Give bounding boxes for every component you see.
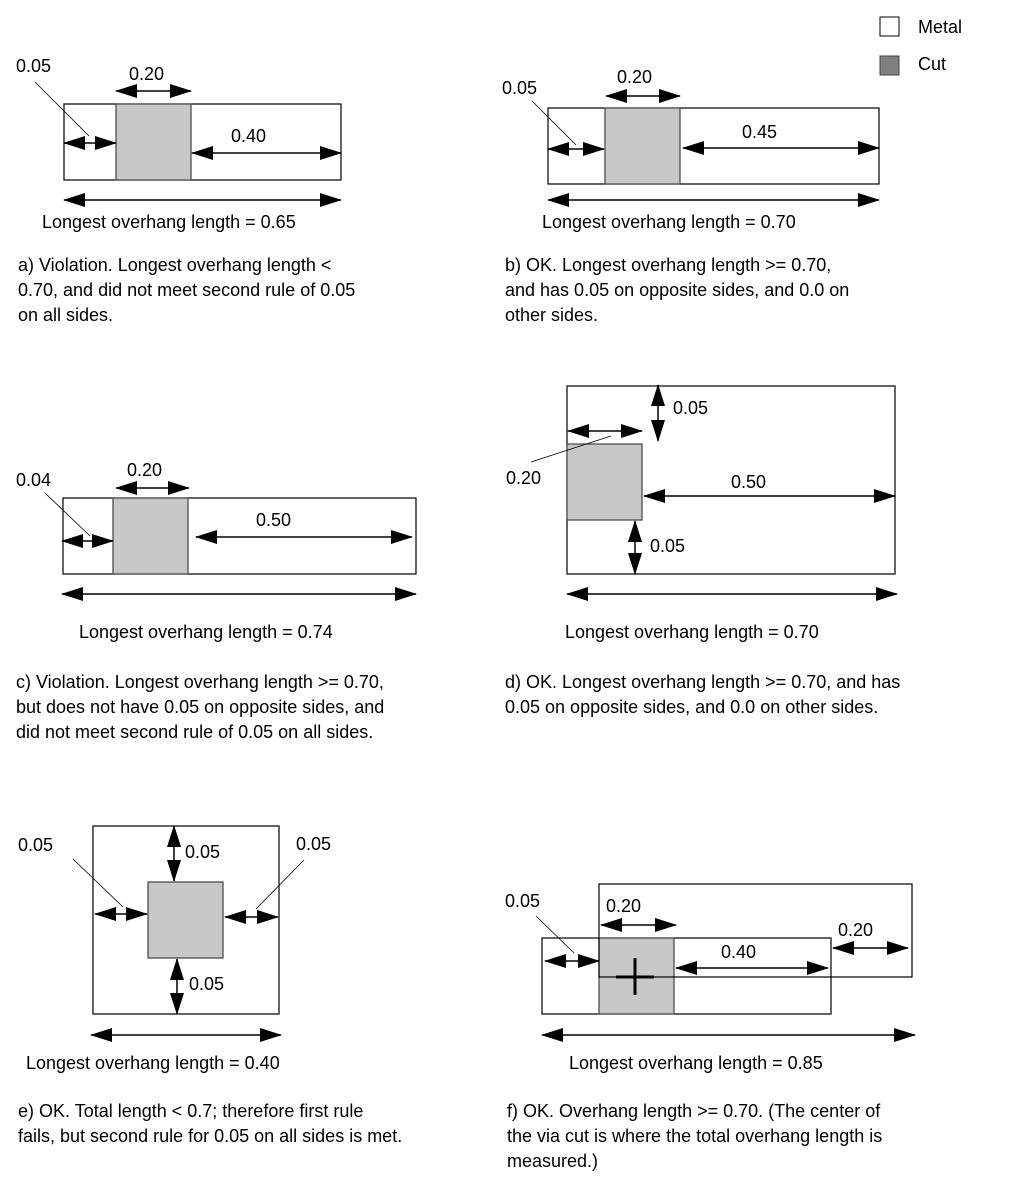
dim-label-cut: 0.20 (617, 67, 653, 87)
via-cut (148, 882, 223, 958)
via-cut (567, 444, 642, 520)
dim-label-left: 0.05 (505, 891, 541, 911)
total-length-label: Longest overhang length = 0.70 (565, 622, 819, 642)
dim-label-right: 0.40 (231, 126, 267, 146)
via-cut (116, 104, 191, 180)
dim-label-left: 0.05 (18, 835, 54, 855)
caption-line: measured.) (507, 1151, 599, 1171)
dim-label-upper-right: 0.20 (838, 920, 874, 940)
dim-label-bottom: 0.05 (189, 974, 225, 994)
dim-label-cut: 0.20 (127, 460, 163, 480)
metal-shape (548, 108, 879, 184)
dim-label-cut: 0.20 (606, 896, 642, 916)
dim-label-right: 0.50 (731, 472, 767, 492)
dim-label-right: 0.50 (256, 510, 292, 530)
dim-label-right: 0.05 (296, 834, 332, 854)
panel-b (502, 67, 879, 325)
total-length-label: Longest overhang length = 0.85 (569, 1053, 823, 1073)
caption-line: a) Violation. Longest overhang length < (18, 255, 332, 275)
caption-line: e) OK. Total length < 0.7; therefore first rule (18, 1101, 364, 1121)
legend-cut-swatch (880, 56, 899, 75)
panel-e (18, 826, 402, 1146)
dim-label-top: 0.05 (185, 842, 221, 862)
panel-c (16, 460, 416, 742)
dim-label-left: 0.05 (502, 78, 538, 98)
caption-line: but does not have 0.05 on opposite sides, and (16, 697, 385, 717)
caption-line: 0.05 on opposite sides, and 0.0 on other sides. (505, 697, 879, 717)
legend-metal-swatch (880, 17, 899, 36)
legend-cut-label: Cut (918, 54, 947, 74)
caption-line: f) OK. Overhang length >= 0.70. (The center of (507, 1101, 881, 1121)
caption-line: the via cut is where the total overhang length is (507, 1126, 883, 1146)
caption-line: and has 0.05 on opposite sides, and 0.0 on (505, 280, 850, 300)
caption-line: 0.70, and did not meet second rule of 0.05 (18, 280, 356, 300)
caption-line: d) OK. Longest overhang length >= 0.70, and has (505, 672, 901, 692)
total-length-label: Longest overhang length = 0.70 (542, 212, 796, 232)
caption-line: b) OK. Longest overhang length >= 0.70, (505, 255, 832, 275)
dim-label-top: 0.05 (673, 398, 709, 418)
via-cut (605, 108, 680, 184)
total-length-label: Longest overhang length = 0.74 (79, 622, 333, 642)
dim-label-right: 0.45 (742, 122, 778, 142)
via-cut (113, 498, 188, 574)
caption-line: did not meet second rule of 0.05 on all sides. (16, 722, 374, 742)
dim-label-left: 0.04 (16, 470, 52, 490)
dim-label-cut: 0.20 (129, 64, 165, 84)
panel-a (16, 56, 355, 325)
panel-d (505, 385, 900, 717)
caption-line: c) Violation. Longest overhang length >= 0.70, (16, 672, 384, 692)
metal-shape-lower (542, 938, 831, 1014)
caption-line: on all sides. (18, 305, 114, 325)
panel-f (505, 884, 915, 1171)
caption-line: other sides. (505, 305, 599, 325)
dim-label-cut: 0.20 (506, 468, 542, 488)
legend-metal-label: Metal (918, 17, 963, 37)
dim-label-left: 0.05 (16, 56, 52, 76)
legend (880, 17, 962, 75)
caption-line: fails, but second rule for 0.05 on all sides is met. (18, 1126, 403, 1146)
dim-label-bottom: 0.05 (650, 536, 686, 556)
metal-shape (64, 104, 341, 180)
dim-label-right: 0.40 (721, 942, 757, 962)
total-length-label: Longest overhang length = 0.40 (26, 1053, 280, 1073)
total-length-label: Longest overhang length = 0.65 (42, 212, 296, 232)
